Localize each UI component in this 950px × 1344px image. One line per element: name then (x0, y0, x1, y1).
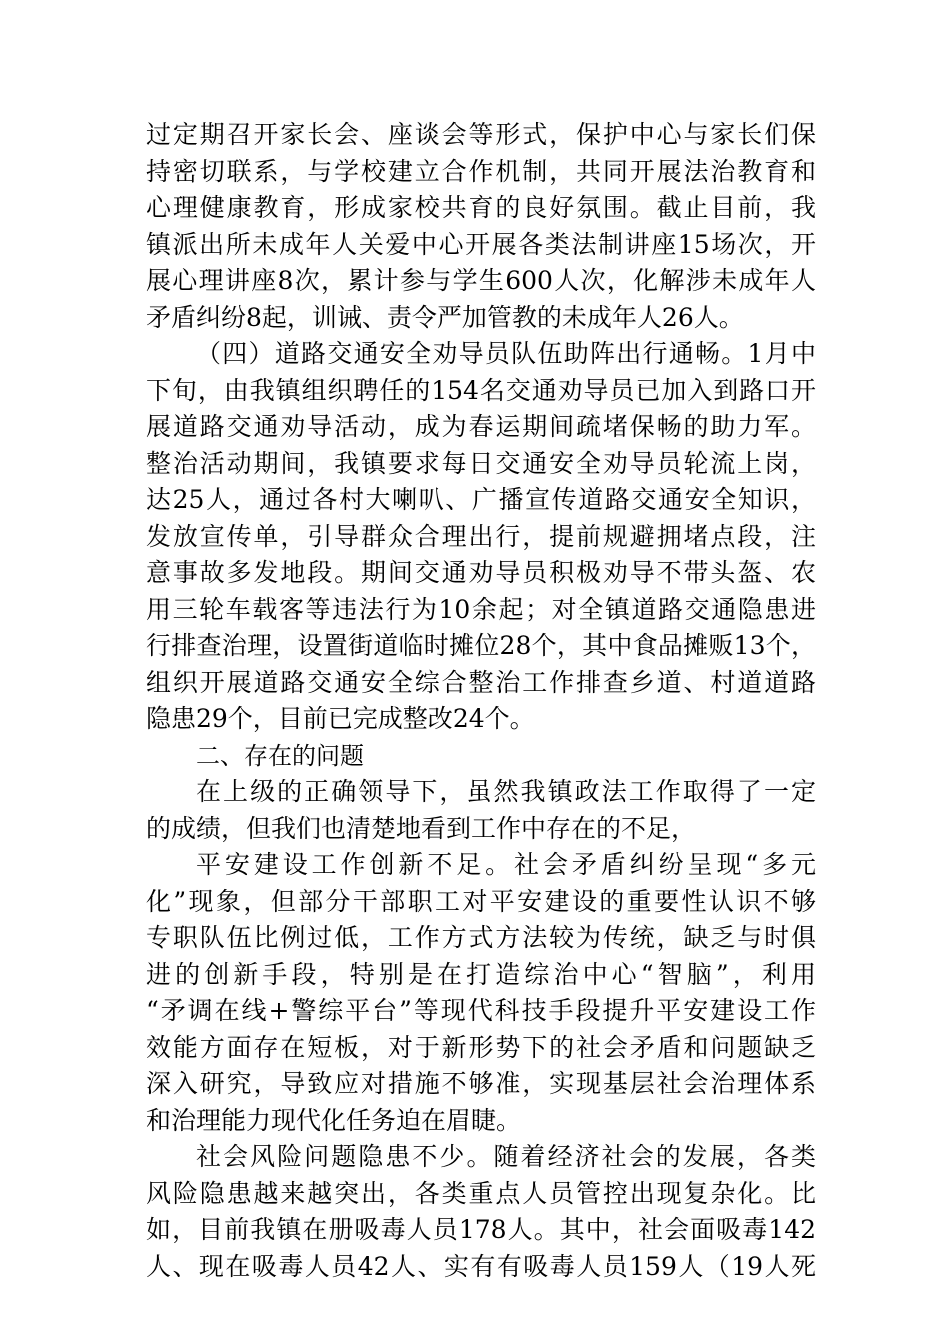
paragraph-line: 在上级的正确领导下，虽然我镇政法工作取得了一定 (196, 777, 816, 806)
paragraph-line: 进的创新手段，特别是在打造综治中心“智脑”，利用 (146, 960, 816, 989)
paragraph-line: 专职队伍比例过低，工作方式方法较为传统，缺乏与时俱 (146, 923, 816, 952)
paragraph-line: 心理健康教育，形成家校共育的良好氛围。截止目前，我 (146, 193, 816, 222)
paragraph-line: 效能方面存在短板，对于新形势下的社会矛盾和问题缺乏 (146, 1033, 816, 1062)
paragraph-line: 化”现象，但部分干部职工对平安建设的重要性认识不够 (146, 887, 816, 916)
paragraph-line: 和治理能力现代化任务迫在眉睫。 (146, 1106, 522, 1135)
section-heading: 二、存在的问题 (196, 742, 364, 770)
paragraph-line: 展心理讲座8次，累计参与学生600人次，化解涉未成年人 (146, 266, 816, 295)
paragraph-line: 发放宣传单，引导群众合理出行，提前规避拥堵点段，注 (146, 522, 816, 551)
paragraph-line: 平安建设工作创新不足。社会矛盾纠纷呈现“多元 (196, 850, 816, 879)
paragraph-line: 组织开展道路交通安全综合整治工作排查乡道、村道道路 (146, 668, 816, 697)
paragraph-line: 人、现在吸毒人员42人、实有有吸毒人员159人（19人死 (146, 1252, 816, 1281)
paragraph-line: “矛调在线+警综平台”等现代科技手段提升平安建设工作 (146, 996, 816, 1025)
paragraph-line: 展道路交通劝导活动，成为春运期间疏堵保畅的助力军。 (146, 412, 816, 441)
paragraph-line: 镇派出所未成年人关爱中心开展各类法制讲座15场次，开 (146, 230, 816, 259)
paragraph-line: 的成绩，但我们也清楚地看到工作中存在的不足， (146, 814, 697, 843)
paragraph-line: 下旬，由我镇组织聘任的154名交通劝导员已加入到路口开 (146, 376, 816, 405)
paragraph-line: （四）道路交通安全劝导员队伍助阵出行通畅。1月中 (196, 339, 816, 368)
paragraph-line: 行排查治理，设置街道临时摊位28个，其中食品摊贩13个， (146, 631, 816, 660)
paragraph-line: 过定期召开家长会、座谈会等形式，保护中心与家长们保 (146, 120, 816, 149)
paragraph-line: 整治活动期间，我镇要求每日交通安全劝导员轮流上岗， (146, 449, 816, 478)
paragraph-line: 达25人，通过各村大喇叭、广播宣传道路交通安全知识， (146, 485, 816, 514)
paragraph-line: 如，目前我镇在册吸毒人员178人。其中，社会面吸毒142 (146, 1215, 816, 1244)
paragraph-line: 隐患29个，目前已完成整改24个。 (146, 704, 535, 733)
paragraph-line: 社会风险问题隐患不少。随着经济社会的发展，各类 (196, 1142, 816, 1171)
paragraph-line: 深入研究，导致应对措施不够准，实现基层社会治理体系 (146, 1069, 816, 1098)
paragraph-line: 风险隐患越来越突出，各类重点人员管控出现复杂化。比 (146, 1179, 816, 1208)
paragraph-line: 矛盾纠纷8起，训诫、责令严加管教的未成年人26人。 (146, 303, 744, 332)
paragraph-line: 持密切联系，与学校建立合作机制，共同开展法治教育和 (146, 157, 816, 186)
paragraph-line: 意事故多发地段。期间交通劝导员积极劝导不带头盔、农 (146, 558, 816, 587)
paragraph-line: 用三轮车载客等违法行为10余起；对全镇道路交通隐患进 (146, 595, 816, 624)
